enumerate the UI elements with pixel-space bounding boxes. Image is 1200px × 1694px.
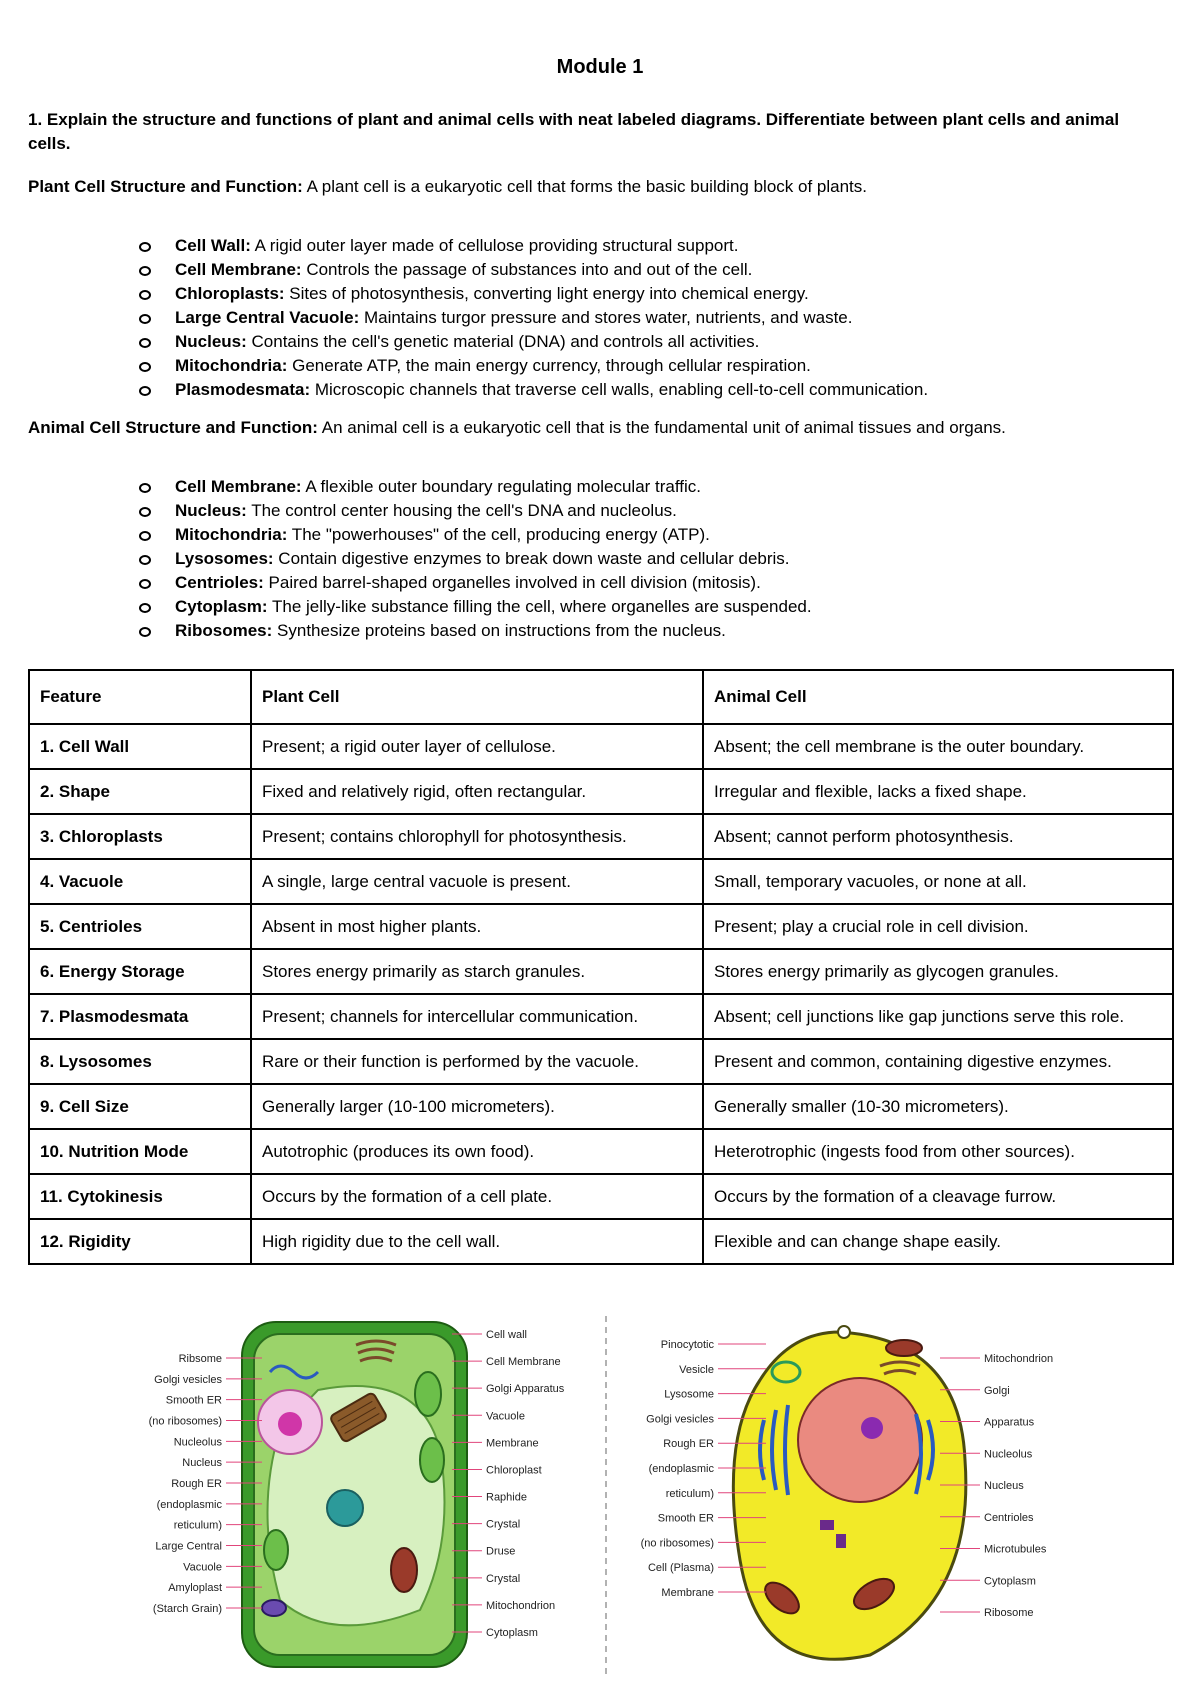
plant-cell-value: Absent in most higher plants. (251, 904, 703, 949)
animal-item-description: A flexible outer boundary regulating molecular traffic. (301, 477, 702, 496)
plant-right-label: Chloroplast (486, 1464, 542, 1477)
animal-left-label: Vesicle (679, 1363, 714, 1376)
animal-item-term: Centrioles: (175, 573, 264, 592)
animal-right-label: Apparatus (984, 1416, 1035, 1429)
animal-item-description: The "powerhouses" of the cell, producing energy (ATP). (287, 525, 710, 544)
plant-cell-value: Fixed and relatively rigid, often rectangular. (251, 769, 703, 814)
animal-cell-value: Absent; cannot perform photosynthesis. (703, 814, 1173, 859)
plant-left-label: reticulum) (173, 1519, 222, 1532)
plant-cell-value: Occurs by the formation of a cell plate. (251, 1174, 703, 1219)
plant-item-description: A rigid outer layer made of cellulose providing structural support. (250, 236, 739, 255)
centriole-2 (836, 1534, 846, 1548)
centriole-1 (820, 1520, 834, 1530)
animal-right-label: Centrioles (984, 1511, 1034, 1524)
plant-left-label: Smooth ER (165, 1394, 222, 1407)
animal-right-label: Microtubules (984, 1543, 1047, 1556)
plant-right-label: Druse (486, 1545, 516, 1558)
plant-nucleolus (278, 1412, 302, 1436)
animal-item-term: Lysosomes: (175, 549, 274, 568)
bullet-icon (139, 290, 151, 300)
header-animal-cell: Animal Cell (703, 670, 1173, 724)
bullet-icon (139, 627, 151, 637)
plant-heading: Plant Cell Structure and Function: (28, 177, 303, 196)
animal-right-label: Golgi (984, 1384, 1010, 1397)
bullet-icon (139, 579, 151, 589)
animal-cell-value: Stores energy primarily as glycogen granules. (703, 949, 1173, 994)
plant-cell-value: Autotrophic (produces its own food). (251, 1129, 703, 1174)
plant-left-label: (Starch Grain) (152, 1603, 222, 1615)
plant-right-label: Cytoplasm (486, 1627, 538, 1639)
bullet-icon (139, 362, 151, 372)
plant-item-term: Plasmodesmata: (175, 380, 311, 399)
animal-right-label: Nucleolus (984, 1448, 1033, 1461)
animal-intro (28, 416, 1168, 440)
animal-item-description: Synthesize proteins based on instructions from the nucleus. (272, 621, 726, 640)
bullet-icon (139, 314, 151, 324)
bullet-icon (139, 386, 151, 396)
animal-item (133, 595, 1153, 619)
plant-intro (28, 175, 1168, 199)
animal-left-label: Lysosome (664, 1388, 714, 1401)
plant-left-label: (endoplasmic (156, 1498, 222, 1511)
bullet-icon (139, 242, 151, 252)
table-row (29, 994, 1173, 1039)
plant-item-term: Cell Membrane: (175, 260, 302, 279)
feature-cell: 5. Centrioles (29, 904, 251, 949)
animal-cell-value: Absent; the cell membrane is the outer boundary. (703, 724, 1173, 769)
plant-cell-value: Generally larger (10-100 micrometers). (251, 1084, 703, 1129)
plant-item-description: Sites of photosynthesis, converting light energy into chemical energy. (284, 284, 809, 303)
header-plant-cell: Plant Cell (251, 670, 703, 724)
header-feature: Feature (29, 670, 251, 724)
animal-left-label: Rough ER (663, 1438, 714, 1451)
plant-left-label: Golgi vesicles (154, 1373, 222, 1386)
feature-cell: 2. Shape (29, 769, 251, 814)
plant-item-description: Contains the cell's genetic material (DNA) and controls all activities. (246, 332, 760, 351)
plant-right-label: Golgi Apparatus (486, 1383, 565, 1396)
plant-left-label: Rough ER (171, 1478, 222, 1490)
plant-cell-value: A single, large central vacuole is present. (251, 859, 703, 904)
animal-left-label: Golgi vesicles (646, 1413, 714, 1426)
feature-cell: 3. Chloroplasts (29, 814, 251, 859)
bullet-icon (139, 603, 151, 613)
pinocytotic-vesicle (838, 1326, 850, 1338)
animal-left-label: Membrane (661, 1587, 714, 1599)
animal-nucleus (798, 1378, 922, 1502)
table-row (29, 859, 1173, 904)
animal-item-term: Mitochondria: (175, 525, 288, 544)
chloroplast-1 (415, 1372, 441, 1416)
plant-item-description: Generate ATP, the main energy currency, through cellular respiration. (287, 356, 811, 375)
table-row (29, 1039, 1173, 1084)
animal-cell-value: Generally smaller (10-30 micrometers). (703, 1084, 1173, 1129)
plant-left-label: Amyloplast (168, 1582, 222, 1595)
plant-item (133, 282, 1153, 306)
table-row (29, 1129, 1173, 1174)
animal-item (133, 523, 1153, 547)
feature-cell: 1. Cell Wall (29, 724, 251, 769)
plant-cell-value: Present; a rigid outer layer of cellulose. (251, 724, 703, 769)
bullet-icon (139, 555, 151, 565)
feature-cell: 4. Vacuole (29, 859, 251, 904)
feature-cell: 9. Cell Size (29, 1084, 251, 1129)
table-row (29, 1084, 1173, 1129)
plant-mitochondrion (391, 1548, 417, 1592)
plant-right-label: Crystal (486, 1518, 521, 1531)
animal-cell-value: Irregular and flexible, lacks a fixed shape. (703, 769, 1173, 814)
animal-item-term: Nucleus: (175, 501, 247, 520)
animal-cell-value: Flexible and can change shape easily. (703, 1219, 1173, 1264)
animal-item-term: Cell Membrane: (175, 477, 302, 496)
plant-item-term: Chloroplasts: (175, 284, 285, 303)
animal-item (133, 571, 1153, 595)
feature-cell: 6. Energy Storage (29, 949, 251, 994)
chloroplast-2 (420, 1438, 444, 1482)
table-row (29, 724, 1173, 769)
animal-item (133, 475, 1153, 499)
animal-cell-value: Occurs by the formation of a cleavage furrow. (703, 1174, 1173, 1219)
animal-left-label: Cell (Plasma) (647, 1562, 714, 1575)
plant-item-description: Controls the passage of substances into and out of the cell. (301, 260, 753, 279)
plant-right-label: Crystal (486, 1572, 521, 1585)
animal-item (133, 619, 1153, 643)
animal-structure-list (133, 475, 1153, 643)
feature-cell: 12. Rigidity (29, 1219, 251, 1264)
plant-item-description: Microscopic channels that traverse cell walls, enabling cell-to-cell communication. (310, 380, 929, 399)
feature-cell: 8. Lysosomes (29, 1039, 251, 1084)
animal-cell-diagram (733, 1326, 966, 1659)
plant-right-label: Cell wall (486, 1329, 527, 1341)
animal-left-label: (no ribosomes) (640, 1537, 714, 1550)
comparison-table (28, 669, 1174, 1265)
animal-item-description: Paired barrel-shaped organelles involved in cell division (mitosis). (263, 573, 761, 592)
animal-item-description: The jelly-like substance filling the cell, where organelles are suspended. (267, 597, 812, 616)
plant-item (133, 258, 1153, 282)
plant-cell-value: High rigidity due to the cell wall. (251, 1219, 703, 1264)
animal-heading: Animal Cell Structure and Function: (28, 418, 318, 437)
plant-cell-value: Rare or their function is performed by the vacuole. (251, 1039, 703, 1084)
plant-right-label: Cell Membrane (486, 1356, 561, 1369)
chloroplast-3 (264, 1530, 288, 1570)
feature-cell: 11. Cytokinesis (29, 1174, 251, 1219)
animal-left-label: Pinocytotic (660, 1339, 714, 1351)
animal-left-label: Smooth ER (657, 1512, 714, 1525)
plant-item (133, 378, 1153, 402)
table-header-row (29, 670, 1173, 724)
plant-left-label: (no ribosomes) (148, 1415, 222, 1428)
plant-intro-text: A plant cell is a eukaryotic cell that forms the basic building block of plants. (302, 177, 867, 196)
table-row (29, 814, 1173, 859)
animal-item (133, 547, 1153, 571)
plant-item-term: Nucleus: (175, 332, 247, 351)
animal-item-description: The control center housing the cell's DNA and nucleolus. (246, 501, 677, 520)
animal-cell-value: Absent; cell junctions like gap junctions serve this role. (703, 994, 1173, 1039)
table-body (29, 724, 1173, 1264)
plant-left-label: Nucleolus (173, 1436, 222, 1449)
amyloplast (262, 1600, 286, 1616)
question-text: 1. Explain the structure and functions of plant and animal cells with neat labeled diagrams. Differentiate between plant cells and animal cells. (28, 110, 1120, 153)
table-row (29, 904, 1173, 949)
feature-cell: 7. Plasmodesmata (29, 994, 251, 1039)
animal-cell-value: Heterotrophic (ingests food from other sources). (703, 1129, 1173, 1174)
table-row (29, 1174, 1173, 1219)
animal-intro-text: An animal cell is a eukaryotic cell that is the fundamental unit of animal tissues and organs. (317, 418, 1006, 437)
cell-diagrams (0, 1310, 1200, 1680)
plant-right-label: Mitochondrion (486, 1599, 556, 1612)
plant-item-description: Maintains turgor pressure and stores water, nutrients, and waste. (359, 308, 853, 327)
table-row (29, 949, 1173, 994)
animal-nucleolus (861, 1417, 883, 1439)
animal-cell-value: Small, temporary vacuoles, or none at all. (703, 859, 1173, 904)
animal-cell-value: Present; play a crucial role in cell division. (703, 904, 1173, 949)
plant-item-term: Cell Wall: (175, 236, 251, 255)
bullet-icon (139, 266, 151, 276)
plant-right-label: Membrane (486, 1437, 539, 1450)
plant-left-label: Large Central (155, 1540, 222, 1553)
plant-right-labels (452, 1329, 565, 1639)
bullet-icon (139, 338, 151, 348)
plant-cell-value: Stores energy primarily as starch granules. (251, 949, 703, 994)
plant-item (133, 354, 1153, 378)
plant-right-label: Vacuole (486, 1410, 525, 1423)
animal-right-label: Nucleus (984, 1480, 1024, 1492)
animal-mitochondrion-1 (886, 1340, 922, 1356)
plant-cell-diagram (242, 1322, 467, 1667)
animal-left-label: (endoplasmic (648, 1463, 714, 1475)
plant-left-label: Vacuole (183, 1561, 222, 1574)
plant-cell-value: Present; channels for intercellular communication. (251, 994, 703, 1039)
animal-item-term: Cytoplasm: (175, 597, 268, 616)
animal-item-description: Contain digestive enzymes to break down waste and cellular debris. (273, 549, 790, 568)
cell-diagrams-svg (0, 1310, 1200, 1680)
animal-right-label: Mitochondrion (984, 1353, 1054, 1365)
animal-right-label: Cytoplasm (984, 1575, 1036, 1588)
plant-item (133, 330, 1153, 354)
plant-item-term: Mitochondria: (175, 356, 288, 375)
animal-left-label: reticulum) (665, 1487, 714, 1500)
plant-item (133, 306, 1153, 330)
animal-item-term: Ribosomes: (175, 621, 273, 640)
plant-cell-value: Present; contains chlorophyll for photosynthesis. (251, 814, 703, 859)
animal-cell-value: Present and common, containing digestive enzymes. (703, 1039, 1173, 1084)
animal-right-label: Ribosome (984, 1607, 1034, 1619)
plant-structure-list (133, 234, 1153, 402)
animal-item (133, 499, 1153, 523)
plant-right-label: Raphide (486, 1491, 527, 1504)
bullet-icon (139, 483, 151, 493)
table-row (29, 1219, 1173, 1264)
bullet-icon (139, 531, 151, 541)
table-row (29, 769, 1173, 814)
druse-crystal (327, 1490, 363, 1526)
plant-left-label: Nucleus (182, 1457, 222, 1470)
plant-item (133, 234, 1153, 258)
plant-left-label: Ribsome (178, 1353, 222, 1365)
plant-item-term: Large Central Vacuole: (175, 308, 360, 327)
page-title: Module 1 (556, 56, 644, 78)
bullet-icon (139, 507, 151, 517)
feature-cell: 10. Nutrition Mode (29, 1129, 251, 1174)
